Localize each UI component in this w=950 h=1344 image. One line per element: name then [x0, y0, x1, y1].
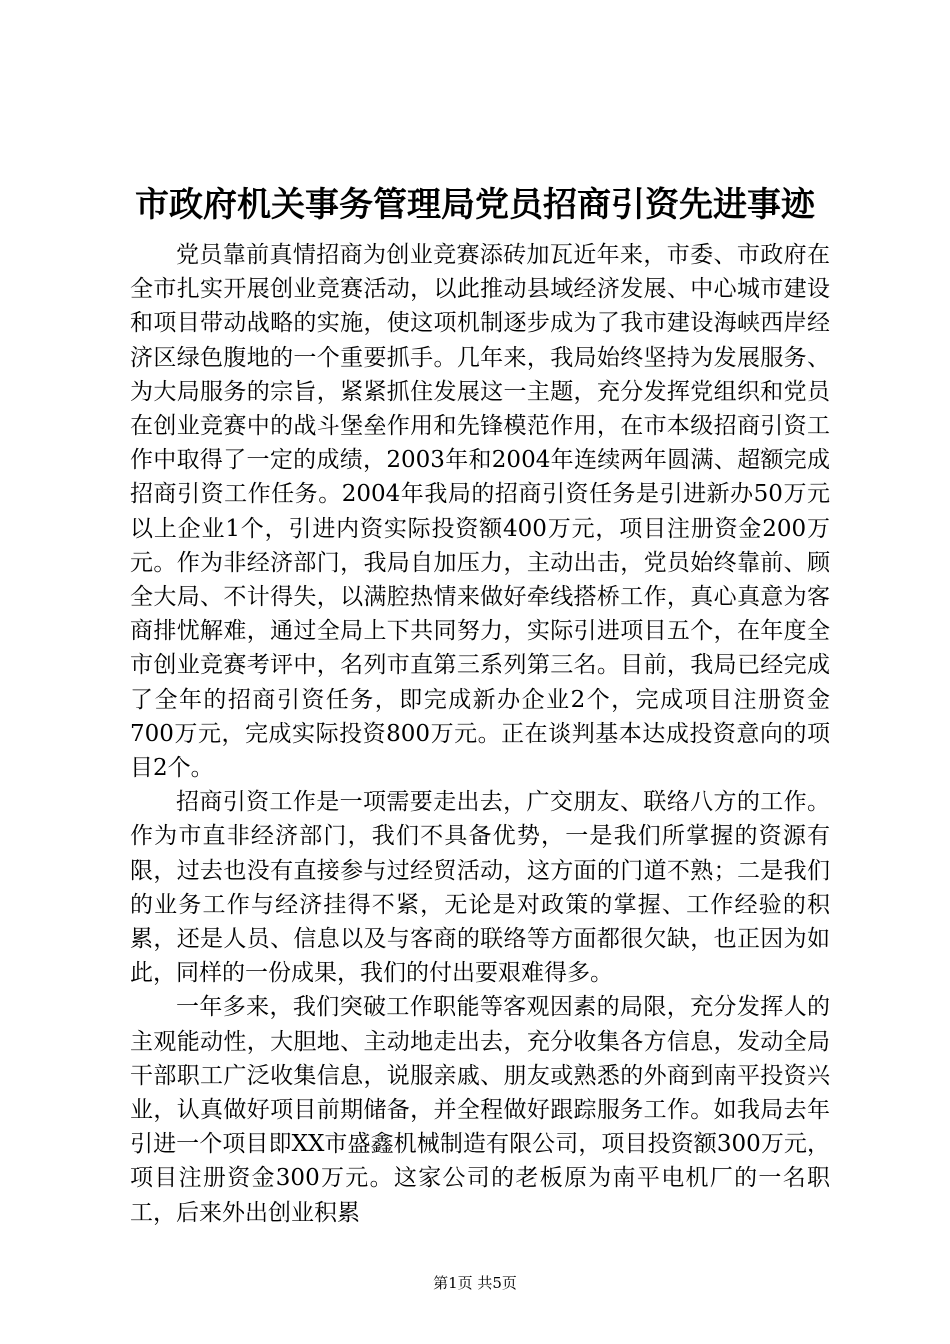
document-body [130, 238, 830, 1230]
document-title: 市政府机关事务管理局党员招商引资先进事迹 [135, 185, 815, 225]
paragraph: 党员靠前真情招商为创业竞赛添砖加瓦近年来，市委、市政府在全市扎实开展创业竞赛活动，以此推动县域经济发展、中心城市建设和项目带动战略的实施，使这项机制逐步成为了我市建设海峡西岸经济区绿色腹地的一个重要抓手。几年来，我局始终坚持为发展服务、为大局服务的宗旨，紧紧抓住发展这一主题，充分发挥党组织和党员在创业竞赛中的战斗堡垒作用和先锋模范作用，在市本级招商引资工作中取得了一定的成绩，2003年和2004年连续两年圆满、超额完成招商引资工作任务。2004年我局的招商引资任务是引进新办50万元以上企业1个，引进内资实际投资额400万元，项目注册资金200万元。作为非经济部门，我局自加压力，主动出击，党员始终靠前、顾全大局、不计得失，以满腔热情来做好牵线搭桥工作，真心真意为客商排忧解难，通过全局上下共同努力，实际引进项目五个，在年度全市创业竞赛考评中，名列市直第三系列第三名。目前，我局已经完成了全年的招商引资任务，即完成新办企业2个，完成项目注册资金700万元，完成实际投资800万元。正在谈判基本达成投资意向的项目2个。 [130, 242, 830, 782]
page-footer: 第1页 共5页 [433, 1274, 517, 1292]
paragraph: 招商引资工作是一项需要走出去，广交朋友、联络八方的工作。作为市直非经济部门，我们不具备优势，一是我们所掌握的资源有限，过去也没有直接参与过经贸活动，这方面的门道不熟；二是我们的业务工作与经济挂得不紧，无论是对政策的掌握、工作经验的积累，还是人员、信息以及与客商的联络等方面都很欠缺，也正因为如此，同样的一份成果，我们的付出要艰难得多。 [130, 789, 830, 987]
paragraph: 一年多来，我们突破工作职能等客观因素的局限，充分发挥人的主观能动性，大胆地、主动地走出去，充分收集各方信息，发动全局干部职工广泛收集信息，说服亲戚、朋友或熟悉的外商到南平投资兴业，认真做好项目前期储备，并全程做好跟踪服务工作。如我局去年引进一个项目即XX市盛鑫机械制造有限公司，项目投资额300万元，项目注册资金300万元。这家公司的老板原为南平电机厂的一名职工，后来外出创业积累 [130, 994, 830, 1226]
